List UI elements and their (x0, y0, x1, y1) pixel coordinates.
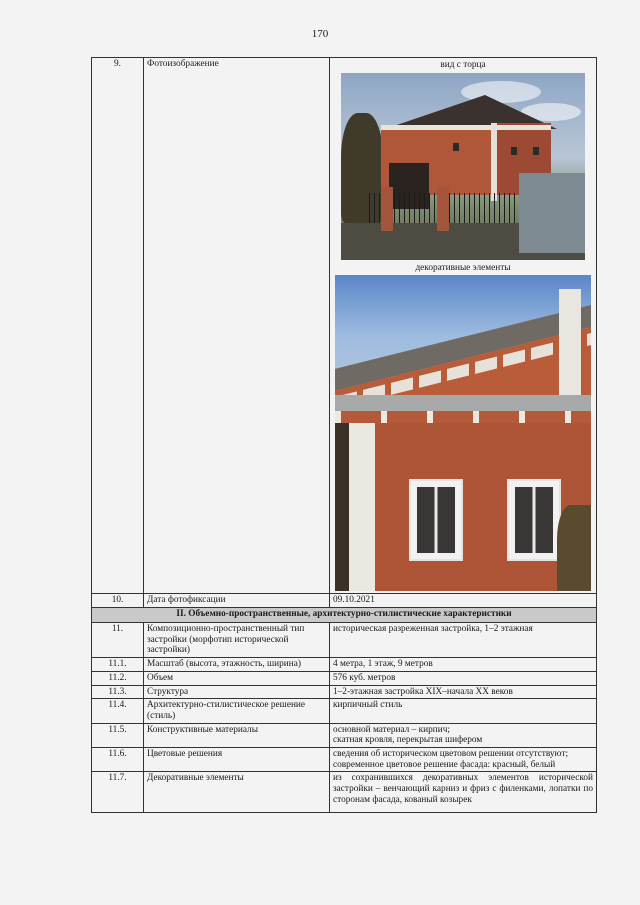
table-row-11-1 (92, 658, 597, 672)
row-value: кирпичный стиль (330, 699, 597, 723)
table-row-11 (92, 623, 597, 658)
row-label: Декоративные элементы (144, 772, 330, 813)
row-number: 11.2. (92, 671, 144, 685)
photo-caption-decorative: декоративные элементы (415, 262, 511, 273)
photo-cell (330, 58, 597, 594)
row-value: 576 куб. метров (330, 671, 597, 685)
row-value (330, 723, 597, 747)
row-number: 11.3. (92, 685, 144, 699)
row-label: Дата фотофиксации (144, 594, 330, 608)
row-value: 1–2-этажная застройка XIX–начала XX веков (330, 685, 597, 699)
photo-end-view (341, 73, 585, 260)
row-value (330, 747, 597, 771)
table-row-11-2 (92, 671, 597, 685)
row-value: историческая разреженная застройка, 1–2 этажная (330, 623, 597, 658)
passport-table (91, 57, 597, 813)
value-line: современное цветовое решение фасада: красный, белый (333, 759, 556, 770)
row-label: Структура (144, 685, 330, 699)
row-label: Объем (144, 671, 330, 685)
row-number: 11.4. (92, 699, 144, 723)
row-label: Фотоизображение (144, 58, 330, 594)
photo-caption-end-view: вид с торца (440, 60, 486, 70)
photo-decorative-elements (335, 275, 591, 591)
table-row-11-5 (92, 723, 597, 747)
value-line: скатная кровля, перекрытая шифером (333, 735, 483, 746)
row-number: 11. (92, 623, 144, 658)
section-header-row (92, 608, 597, 623)
row-label: Масштаб (высота, этажность, ширина) (144, 658, 330, 672)
row-value: 4 метра, 1 этаж, 9 метров (330, 658, 597, 672)
section-title: II. Объемно-пространственные, архитектурно-стилистические характеристики (92, 608, 597, 623)
value-line: основной материал – кирпич; (333, 724, 450, 735)
table-row-11-7 (92, 772, 597, 813)
row-number: 11.7. (92, 772, 144, 813)
row-label: Цветовые решения (144, 747, 330, 771)
row-number: 11.6. (92, 747, 144, 771)
page-number: 170 (311, 28, 329, 40)
row-value: из сохранившихся декоративных элементов исторической застройки – венчающий карниз и фриз с филенками, лопатки по сторонам фасада, кованый козырек (330, 772, 597, 813)
row-label: Архитектурно-стилистическое решение (стиль) (144, 699, 330, 723)
row-label: Конструктивные материалы (144, 723, 330, 747)
value-line: сведения об историческом цветовом решении отсутствуют; (333, 748, 569, 759)
table-row-10 (92, 594, 597, 608)
table-row-9 (92, 58, 597, 594)
table-row-11-3 (92, 685, 597, 699)
table-row-11-6 (92, 747, 597, 771)
row-number: 10. (92, 594, 144, 608)
table-row-11-4 (92, 699, 597, 723)
row-label: Композиционно-пространственный тип застройки (морфотип исторической застройки) (144, 623, 330, 658)
row-value: 09.10.2021 (330, 594, 597, 608)
row-number: 11.5. (92, 723, 144, 747)
row-number: 11.1. (92, 658, 144, 672)
row-number: 9. (92, 58, 144, 594)
